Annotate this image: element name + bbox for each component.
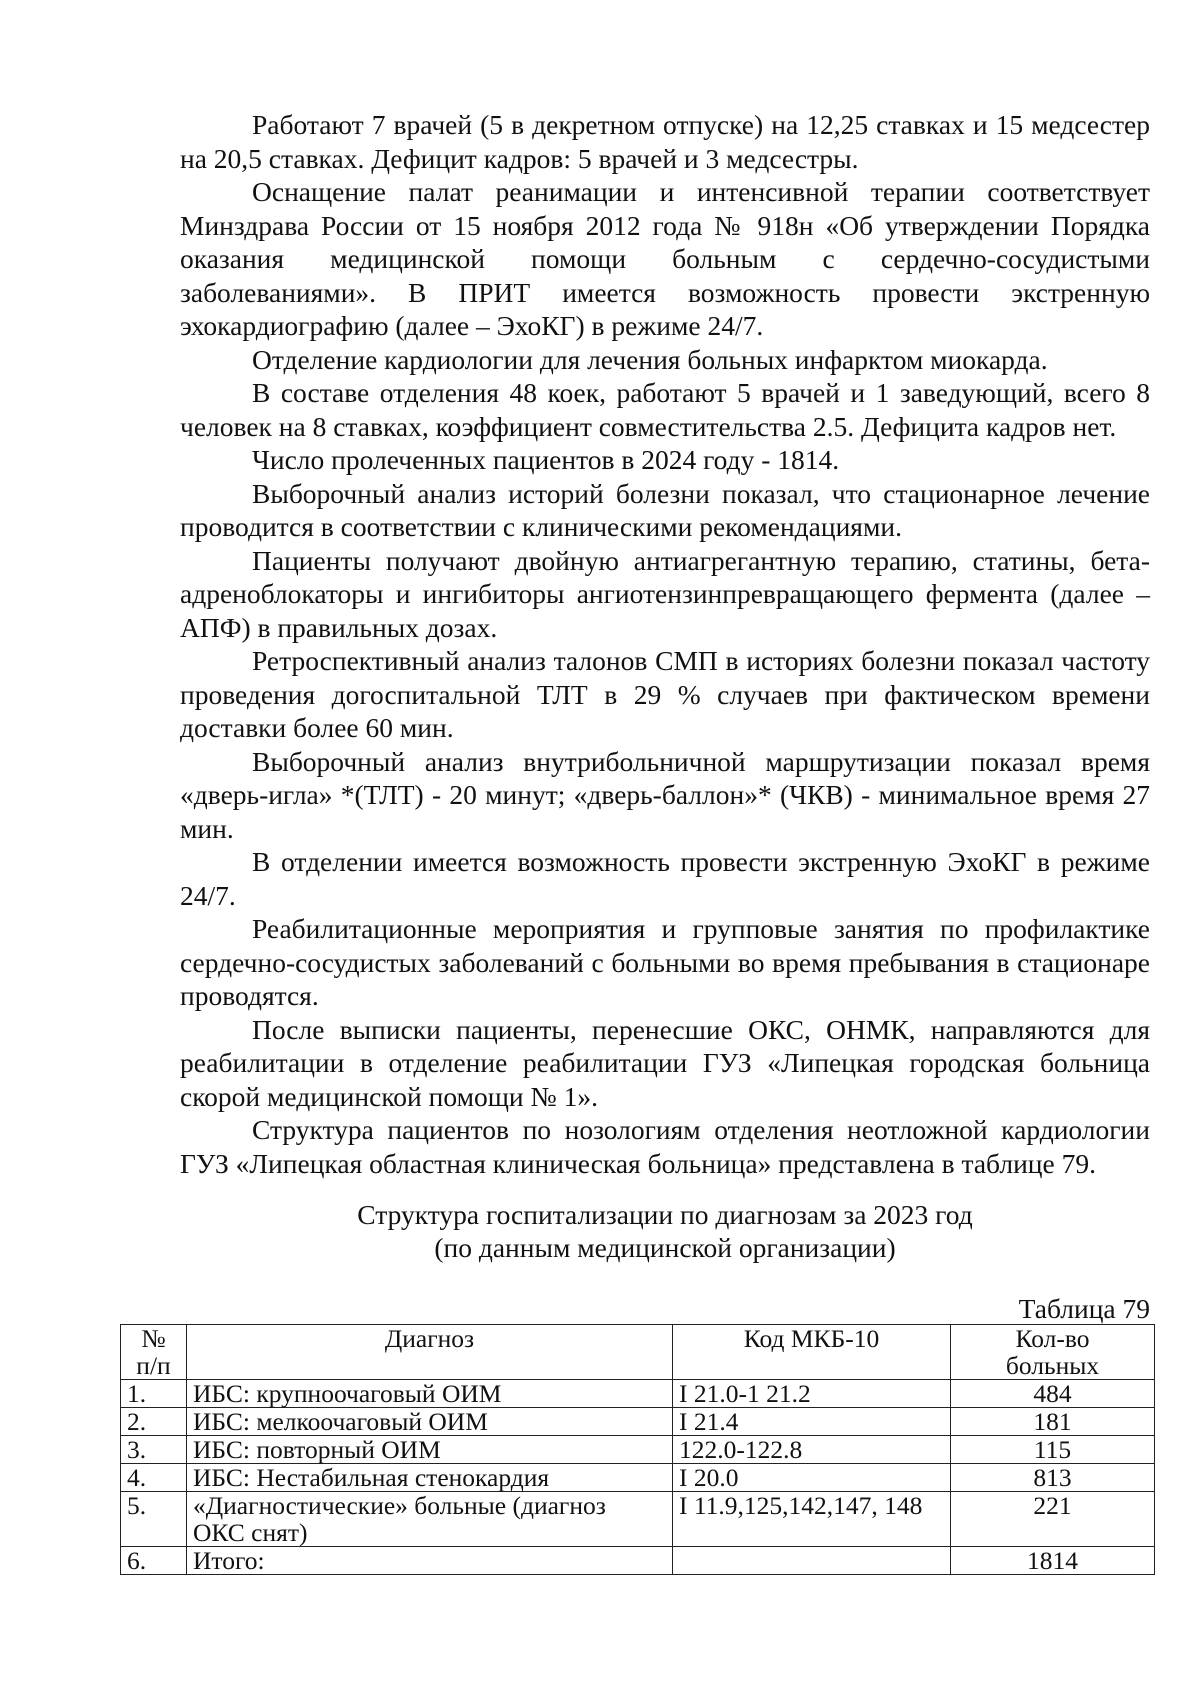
- paragraph: Ретроспективный анализ талонов СМП в историях болезни показал частоту проведения догоспитальной ТЛТ в 29 % случаев при фактическом времени доставки более 60 мин.: [180, 645, 1150, 743]
- paragraph: В составе отделения 48 коек, работают 5 врачей и 1 заведующий, всего 8 человек на 8 ставках, коэффициент совместительства 2.5. Дефицита кадров нет.: [180, 377, 1150, 442]
- header-count-line1: Кол-во: [1015, 1324, 1090, 1353]
- paragraph: После выписки пациенты, перенесшие ОКС, ОНМК, направляются для реабилитации в отделение реабилитации ГУЗ «Липецкая городская больница скорой медицинской помощи № 1».: [180, 1013, 1150, 1112]
- row-count: 115: [951, 1436, 1155, 1464]
- row-code: [673, 1547, 951, 1575]
- table-row-total: [121, 1547, 1155, 1575]
- body-text: [180, 108, 1150, 1180]
- table-caption: [180, 1198, 1150, 1264]
- header-num: [121, 1325, 187, 1380]
- paragraph: Отделение кардиологии для лечения больных инфарктом миокарда.: [252, 343, 1048, 375]
- paragraph: Реабилитационные мероприятия и групповые занятия по профилактике сердечно-сосудистых заболеваний с больными во время пребывания в стационаре проводятся.: [180, 913, 1150, 1011]
- row-diagnosis: ИБС: мелкоочаговый ОИМ: [187, 1408, 673, 1436]
- row-diagnosis: Итого:: [187, 1547, 673, 1575]
- paragraph: Пациенты получают двойную антиагрегантную терапию, статины, бета-адреноблокаторы и ингибиторы ангиотензинпревращающего фермента (далее – АПФ) в правильных дозах.: [180, 544, 1150, 643]
- row-code: I 21.0-1 21.2: [673, 1380, 951, 1408]
- header-count: [951, 1325, 1155, 1380]
- header-code: Код МКБ-10: [673, 1325, 951, 1380]
- row-code: I 20.0: [673, 1464, 951, 1492]
- header-diagnosis: Диагноз: [187, 1325, 673, 1380]
- paragraph: Работают 7 врачей (5 в декретном отпуске) на 12,25 ставках и 15 медсестер на 20,5 ставках. Дефицит кадров: 5 врачей и 3 медсестры.: [180, 109, 1150, 174]
- row-code: I 21.4: [673, 1408, 951, 1436]
- paragraph: Структура пациентов по нозологиям отделения неотложной кардиологии ГУЗ «Липецкая областная клиническая больница» представлена в таблице 79.: [180, 1114, 1150, 1179]
- caption-subtitle: (по данным медицинской организации): [434, 1232, 896, 1263]
- row-num: 3.: [121, 1436, 187, 1464]
- row-num: 1.: [121, 1380, 187, 1408]
- table-row: [121, 1492, 1155, 1547]
- paragraph: В отделении имеется возможность провести экстренную ЭхоКГ в режиме 24/7.: [180, 846, 1150, 911]
- header-count-line2: больных: [1005, 1351, 1100, 1380]
- table-header-row: [121, 1325, 1155, 1380]
- paragraph: Оснащение палат реанимации и интенсивной терапии соответствует Минздрава России от 15 ноября 2012 года № 918н «Об утверждении Порядка оказания медицинской помощи больным с сердечно-сосудистыми заболеваниями». В ПРИТ имеется возможность провести экстренную эхокардиографию (далее – ЭхоКГ) в режиме 24/7.: [180, 176, 1150, 341]
- row-diagnosis: ИБС: повторный ОИМ: [187, 1436, 673, 1464]
- row-num: 6.: [121, 1547, 187, 1575]
- row-diagnosis: ИБС: Нестабильная стенокардия: [187, 1464, 673, 1492]
- row-code: 122.0-122.8: [673, 1436, 951, 1464]
- paragraph: Выборочный анализ историй болезни показал, что стационарное лечение проводится в соответствии с клиническими рекомендациями.: [180, 477, 1150, 542]
- paragraph: Выборочный анализ внутрибольничной маршрутизации показал время «дверь-игла» *(ТЛТ) - 20 минут; «дверь-баллон»* (ЧКВ) - минимальное время 27 мин.: [180, 745, 1150, 844]
- row-num: 4.: [121, 1464, 187, 1492]
- table-row: [121, 1436, 1155, 1464]
- row-num: 2.: [121, 1408, 187, 1436]
- caption-title: Структура госпитализации по диагнозам за 2023 год: [357, 1199, 973, 1230]
- table-row: [121, 1408, 1155, 1436]
- diagnosis-table: [120, 1324, 1155, 1575]
- row-diagnosis: [187, 1492, 673, 1547]
- header-num-line1: №: [141, 1324, 166, 1353]
- table-row: [121, 1380, 1155, 1408]
- row-count: 484: [951, 1380, 1155, 1408]
- header-num-line2: п/п: [136, 1351, 171, 1380]
- paragraph: Число пролеченных пациентов в 2024 году - 1814.: [252, 444, 840, 475]
- row-code: I 11.9,125,142,147, 148: [673, 1492, 951, 1547]
- row-count: 221: [951, 1492, 1155, 1547]
- row-count: 813: [951, 1464, 1155, 1492]
- row-num: 5.: [121, 1492, 187, 1547]
- row-diagnosis-line1: «Диагностические» больные (диагноз: [193, 1491, 606, 1520]
- table-number-label: Таблица 79: [1018, 1293, 1150, 1324]
- row-count: 181: [951, 1408, 1155, 1436]
- table-row: [121, 1464, 1155, 1492]
- row-diagnosis-line2: ОКС снят): [193, 1518, 308, 1547]
- row-diagnosis: ИБС: крупноочаговый ОИМ: [187, 1380, 673, 1408]
- row-count: 1814: [951, 1547, 1155, 1575]
